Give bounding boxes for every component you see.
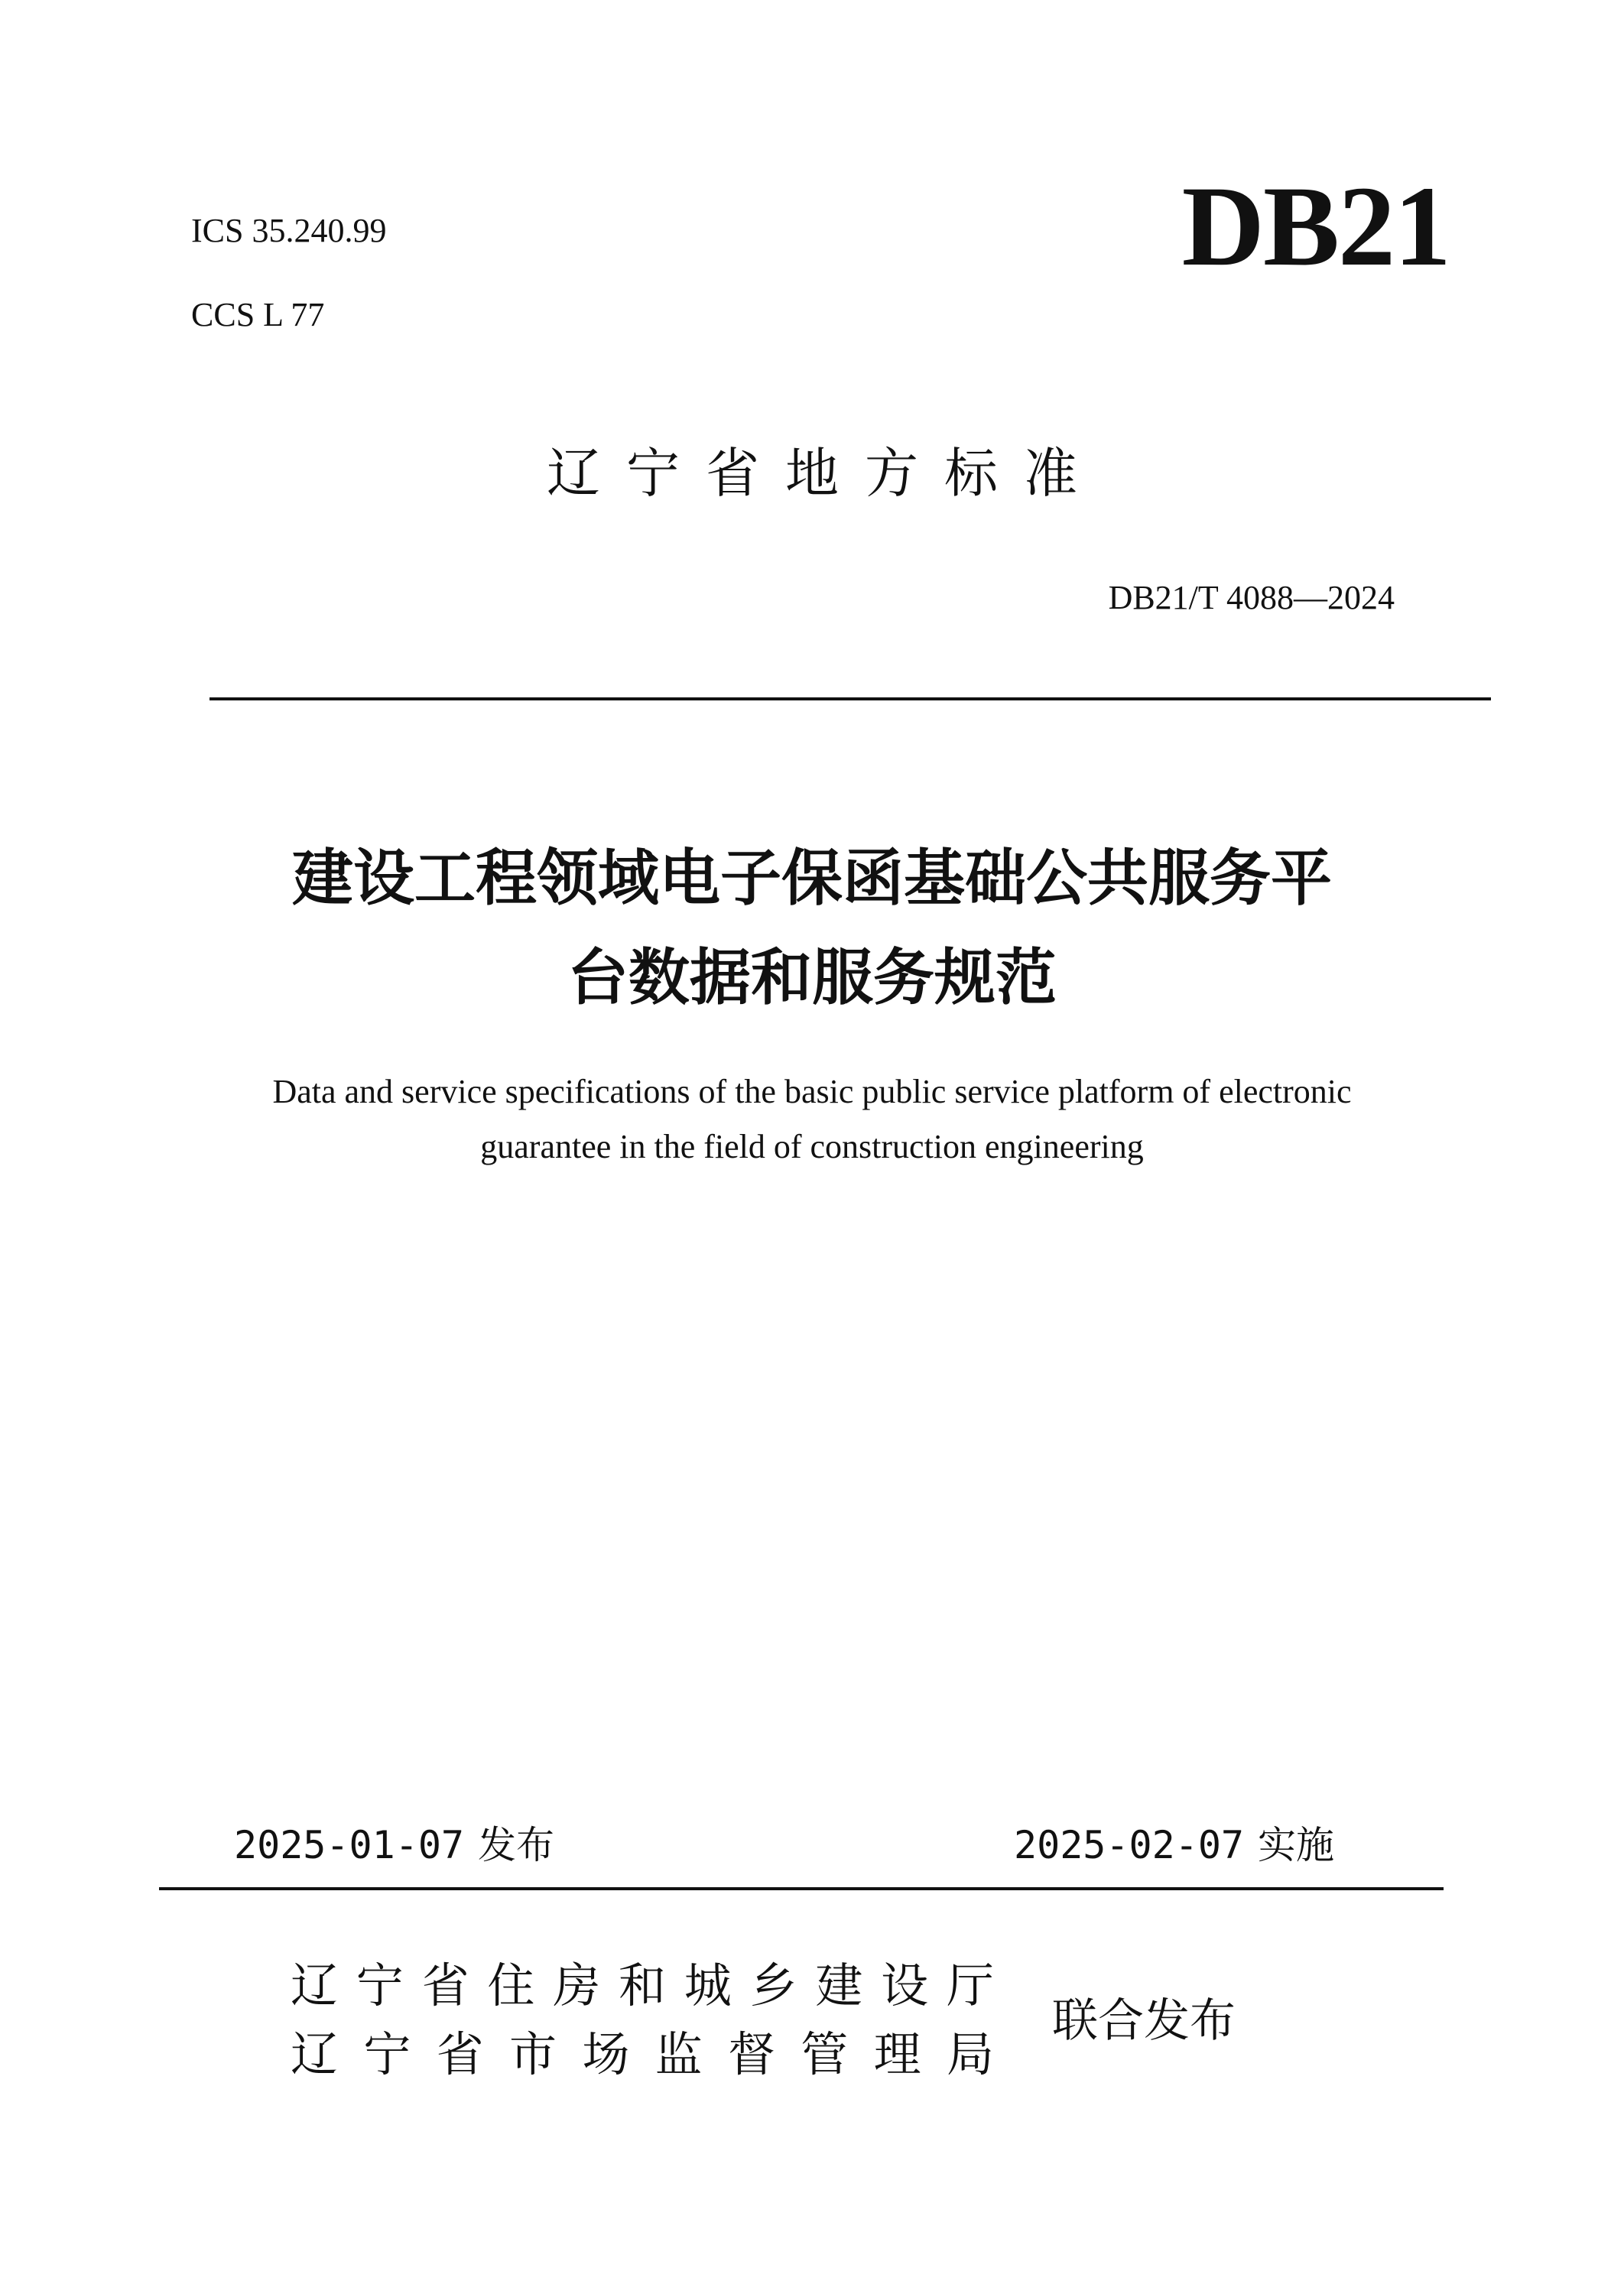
publisher-char: 设 (881, 1958, 929, 2013)
publisher-char: 市 (508, 2026, 557, 2082)
english-title-line-1: Data and service specifications of the basic public service platform of electronic (272, 1073, 1352, 1110)
publisher-char: 省 (436, 2026, 484, 2082)
issue-date-block (234, 1818, 554, 1872)
publisher-char: 场 (582, 2026, 630, 2082)
publisher-char: 督 (727, 2026, 775, 2082)
standard-code-mark: DB21 (1181, 163, 1450, 290)
publisher-char: 监 (654, 2026, 703, 2082)
top-divider (209, 697, 1491, 700)
chinese-title-line-1: 建设工程领域电子保函基础公共服务平 (292, 843, 1332, 914)
publisher-char: 省 (421, 1958, 469, 2013)
bottom-divider (159, 1887, 1444, 1890)
publisher-line-1 (291, 1951, 994, 2020)
english-title (0, 1064, 1624, 1175)
english-title-line-2: guarantee in the field of construction engineering (480, 1128, 1144, 1165)
publisher-char: 和 (618, 1958, 666, 2013)
publisher-char: 城 (684, 1958, 732, 2013)
publisher-char: 房 (553, 1958, 601, 2013)
implementation-label: 实施 (1258, 1823, 1335, 1867)
implementation-date-block (1014, 1818, 1334, 1872)
publisher-char: 住 (487, 1958, 535, 2013)
publisher-char: 管 (801, 2026, 849, 2082)
standard-number: DB21/T 4088—2024 (1108, 579, 1395, 616)
joint-release-label: 联合发布 (1052, 1994, 1236, 2048)
ics-code: ICS 35.240.99 (191, 212, 387, 249)
standard-type-heading: 辽宁省地方标准 (547, 442, 1103, 505)
chinese-title (0, 829, 1624, 1028)
publishers-block (291, 1951, 994, 2089)
ccs-code: CCS L 77 (191, 296, 325, 333)
issue-date: 2025-01-07 (234, 1823, 465, 1867)
chinese-title-line-2: 台数据和服务规范 (567, 942, 1057, 1013)
implementation-date: 2025-02-07 (1014, 1823, 1245, 1867)
publisher-line-2 (291, 2020, 994, 2089)
publisher-char: 理 (873, 2026, 921, 2082)
publisher-char: 建 (815, 1958, 863, 2013)
issue-label: 发布 (478, 1823, 555, 1867)
publisher-char: 宁 (363, 2026, 411, 2082)
publisher-char: 辽 (291, 2026, 339, 2082)
publisher-char: 厅 (946, 1958, 994, 2013)
publisher-char: 辽 (291, 1958, 339, 2013)
publisher-char: 宁 (356, 1958, 404, 2013)
publisher-char: 局 (946, 2026, 994, 2082)
publisher-char: 乡 (749, 1958, 797, 2013)
